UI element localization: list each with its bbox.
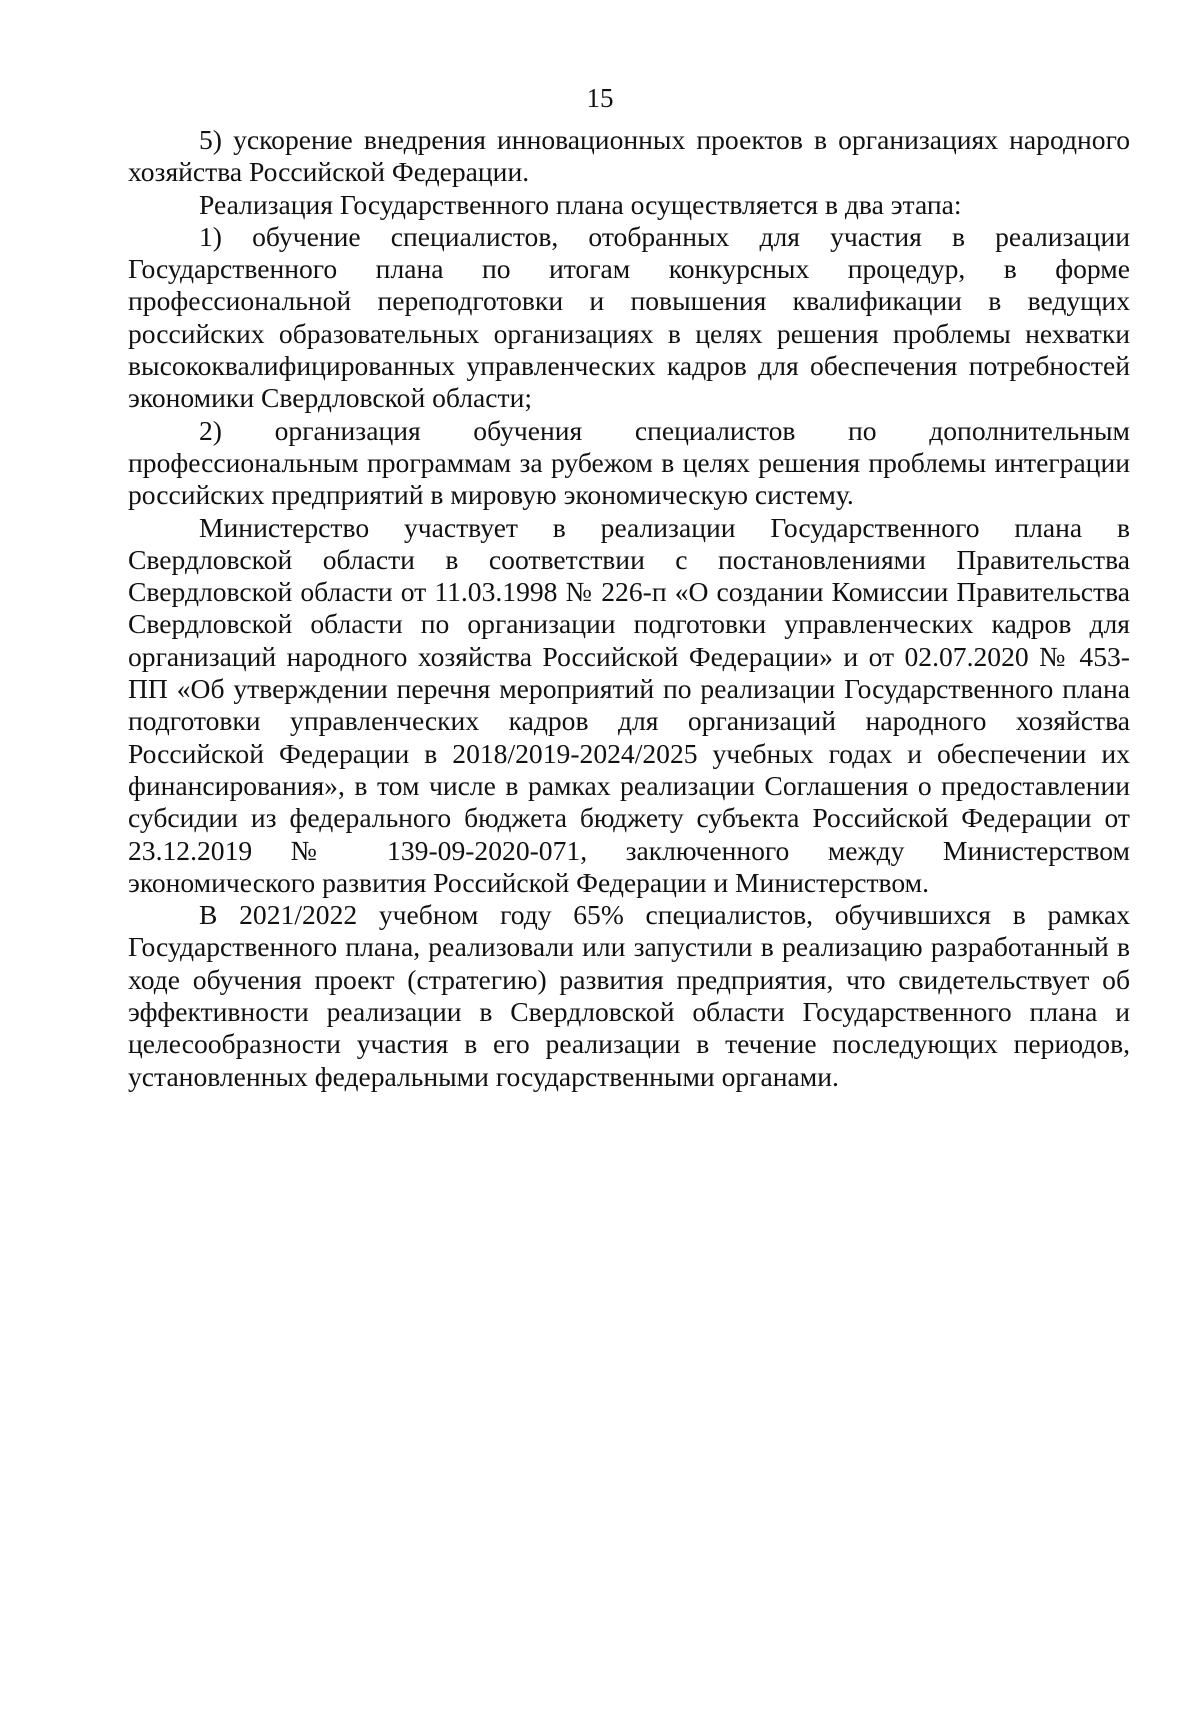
paragraph-results-2021-2022: В 2021/2022 учебном году 65% специалистов, обучившихся в рамках Государственного плана, реализовали или запустили в реализацию разработанный в ходе обучения проект (стратегию) развития предприятия, что свидетельствует об эффективности реализации в Свердловской области Государственного плана и целесообразности участия в его реализации в течение последующих периодов, установленных федеральными государственными органами. [128, 899, 1130, 1092]
paragraph-stages-intro: Реализация Государственного плана осуществляется в два этапа: [199, 188, 962, 220]
document-body [128, 124, 1130, 1093]
page-number: 15 [586, 83, 614, 113]
paragraph-ministry-participation: Министерство участвует в реализации Государственного плана в Свердловской области в соответствии с постановлениями Правительства Свердловской области от 11.03.1998 № 226-п «О создании Комиссии Правительства Свердловской области по организации подготовки управленческих кадров для организаций народного хозяйства Российской Федерации» и от 02.07.2020 № 453-ПП «Об утверждении перечня мероприятий по реализации Государственного плана подготовки управленческих кадров для организаций народного хозяйства Российской Федерации в 2018/2019-2024/2025 учебных годах и обеспечении их финансирования», в том числе в рамках реализации Соглашения о предоставлении субсидии из федерального бюджета бюджету субъекта Российской Федерации от 23.12.2019 № 139-09-2020-071, заключенного между Министерством экономического развития Российской Федерации и Министерством. [128, 511, 1130, 898]
paragraph-item-5: 5) ускорение внедрения инновационных проектов в организациях народного хозяйства Российской Федерации. [128, 124, 1130, 188]
paragraph-stage-2: 2) организация обучения специалистов по дополнительным профессиональным программам за рубежом в целях решения проблемы интеграции российских предприятий в мировую экономическую систему. [128, 414, 1130, 511]
paragraph-stage-1: 1) обучение специалистов, отобранных для участия в реализации Государственного плана по итогам конкурсных процедур, в форме профессиональной переподготовки и повышения квалификации в ведущих российских образовательных организациях в целях решения проблемы нехватки высококвалифицированных управленческих кадров для обеспечения потребностей экономики Свердловской области; [128, 220, 1130, 414]
